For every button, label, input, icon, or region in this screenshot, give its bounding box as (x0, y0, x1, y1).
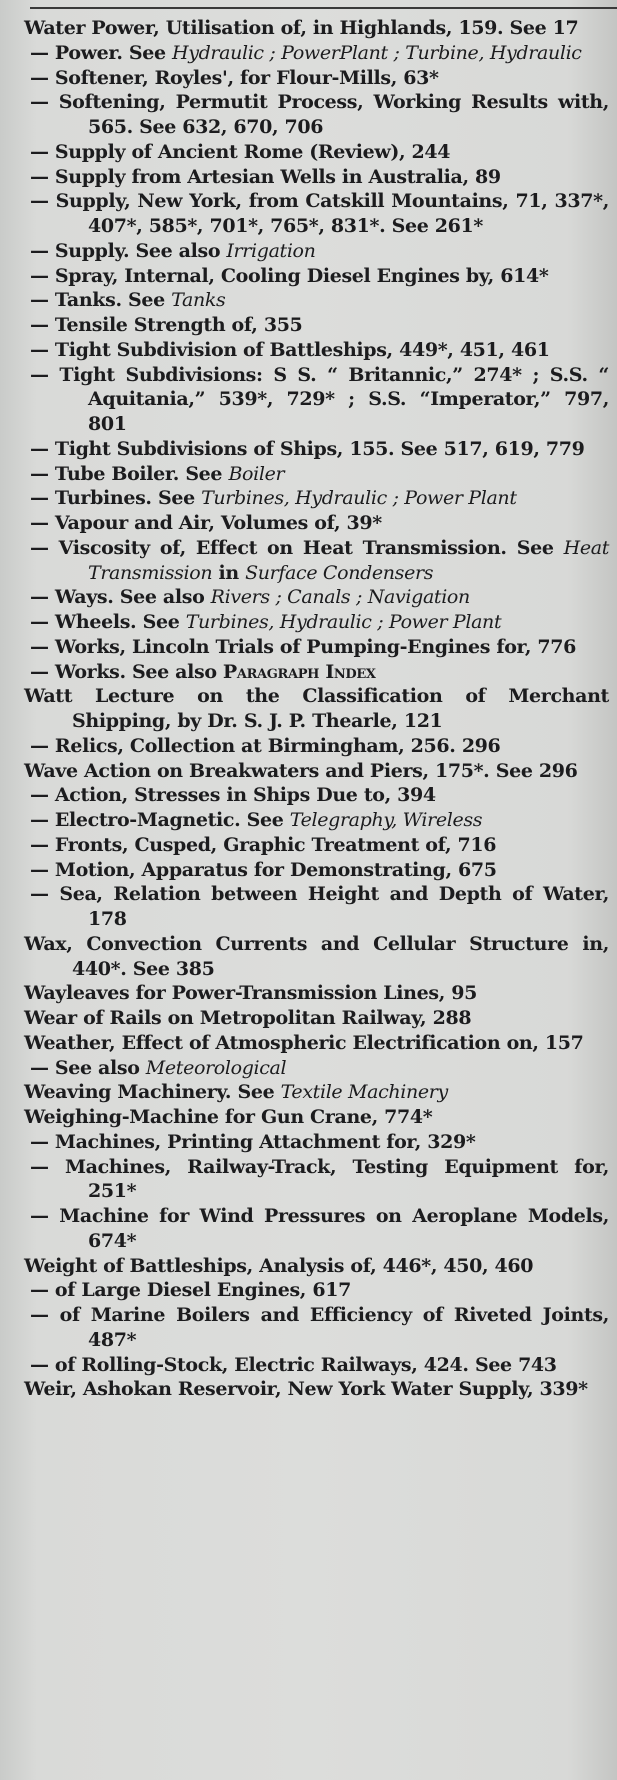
index-subentry (24, 635, 609, 660)
index-subentry (24, 288, 609, 313)
entry-reference-italic: Textile Machinery (280, 1081, 448, 1104)
entry-text: — of Rolling-Stock, Electric Railways, 424. See 743 (30, 1353, 557, 1376)
index-subentry (24, 239, 609, 264)
index-subentry (24, 486, 609, 511)
entry-text: — Viscosity of, Effect on Heat Transmission. See (30, 536, 564, 559)
entry-text: Water Power, Utilisation of, in Highlands, 159. See 17 (24, 17, 579, 39)
index-subentry (24, 462, 609, 487)
index-subentry (24, 264, 609, 289)
entry-text: Weaving Machinery. See (24, 1081, 281, 1104)
entry-text: Weighing-Machine for Gun Crane, 774* (24, 1106, 433, 1128)
entry-text: — of Large Diesel Engines, 617 (30, 1279, 351, 1302)
entry-text: — Vapour and Air, Volumes of, 39* (30, 512, 382, 534)
top-rule (30, 7, 617, 9)
entry-text: — Tanks. See (30, 289, 172, 312)
index-subentry (24, 783, 609, 808)
index-subentry (24, 140, 609, 165)
entry-text: — Tight Subdivisions: S S. “ Britannic,” 274* ; S.S. “ Aquitania,” 539*, 729* ; S.S. “Imperator,” 797, 801 (30, 363, 609, 435)
entry-text: — Works. See also (30, 660, 223, 683)
entry-text: Wax, Convection Currents and Cellular Structure in, 440*. See 385 (24, 932, 609, 980)
index-subentry (24, 858, 609, 883)
index-entry (24, 759, 609, 784)
index-subentry (24, 734, 609, 759)
entry-reference-italic: Boiler (228, 462, 285, 485)
entry-reference-italic: Surface Condensers (245, 561, 434, 584)
index-entry (24, 16, 609, 41)
entry-reference-italic: Tanks (171, 289, 226, 312)
index-subentry (24, 1278, 609, 1303)
entry-reference-italic: Telegraphy, Wireless (289, 809, 483, 831)
index-subentry (24, 338, 609, 363)
entry-text: — Machine for Wind Pressures on Aeroplane Models, 674* (30, 1205, 609, 1252)
entry-text: — Tight Subdivision of Battleships, 449*, 451, 461 (30, 338, 550, 361)
entry-reference-italic: Hydraulic ; PowerPlant ; Turbine, Hydraulic (171, 41, 582, 64)
index-subentry (24, 1303, 609, 1353)
entry-text: — Relics, Collection at Birmingham, 256. 296 (30, 734, 501, 757)
index-subentry (24, 808, 609, 833)
index-subentry (24, 610, 609, 635)
entry-text: — Supply. See also (30, 239, 227, 262)
entry-text: — Turbines. See (30, 487, 202, 510)
entry-text: Weight of Battleships, Analysis of, 446*, 450, 460 (24, 1254, 534, 1277)
index-entries (24, 16, 609, 1402)
index-subentry (24, 536, 609, 586)
entry-reference-smallcaps: Paragraph Index (222, 660, 376, 683)
entry-reference-italic: Irrigation (226, 239, 316, 262)
entry-reference-italic: Heat Transmission (88, 536, 609, 584)
index-entry (24, 1006, 609, 1031)
index-subentry (24, 1130, 609, 1155)
index-entry (24, 932, 609, 982)
entry-text: — Tensile Strength of, 355 (30, 314, 303, 336)
index-subentry (24, 1155, 609, 1205)
index-subentry (24, 313, 609, 338)
entry-text: — Softening, Permutit Process, Working Results with, 565. See 632, 670, 706 (30, 91, 609, 138)
entry-text: — Tube Boiler. See (30, 462, 229, 485)
entry-text: — Supply from Artesian Wells in Australia, 89 (30, 165, 501, 188)
entry-text: — Spray, Internal, Cooling Diesel Engines by, 614* (30, 264, 549, 287)
index-subentry (24, 1204, 609, 1254)
index-entry (24, 684, 609, 734)
index-subentry (24, 882, 609, 932)
entry-text: Wayleaves for Power-Transmission Lines, 95 (24, 982, 477, 1005)
index-entry (24, 1080, 609, 1105)
entry-reference-italic: Turbines, Hydraulic ; Power Plant (185, 611, 502, 633)
entry-text: — Ways. See also (30, 586, 211, 609)
entry-text: Weather, Effect of Atmospheric Electrification on, 157 (24, 1031, 584, 1054)
entry-text: — See also (30, 1056, 146, 1079)
entry-text: — Electro-Magnetic. See (30, 809, 290, 831)
entry-text: — Machines, Printing Attachment for, 329* (30, 1130, 476, 1153)
index-entry (24, 1377, 609, 1402)
entry-text: — Works, Lincoln Trials of Pumping-Engines for, 776 (30, 635, 576, 658)
index-subentry (24, 363, 609, 437)
index-entry (24, 1031, 609, 1056)
index-subentry (24, 41, 609, 66)
index-subentry (24, 1353, 609, 1378)
index-subentry (24, 66, 609, 91)
index-subentry (24, 511, 609, 536)
entry-text: Watt Lecture on the Classification of Merchant Shipping, by Dr. S. J. P. Thearle, 121 (24, 685, 609, 732)
entry-text: — Fronts, Cusped, Graphic Treatment of, 716 (30, 833, 497, 856)
index-subentry (24, 660, 609, 685)
entry-text: — Supply, New York, from Catskill Mountains, 71, 337*, 407*, 585*, 701*, 765*, 831*. See 261* (30, 190, 609, 237)
entry-text: — Action, Stresses in Ships Due to, 394 (30, 784, 436, 807)
entry-text: — Sea, Relation between Height and Depth of Water, 178 (30, 883, 609, 930)
entry-text: — Supply of Ancient Rome (Review), 244 (30, 140, 451, 163)
entry-text: Wear of Rails on Metropolitan Railway, 288 (24, 1007, 472, 1029)
index-subentry (24, 165, 609, 190)
entry-text: Weir, Ashokan Reservoir, New York Water Supply, 339* (24, 1378, 588, 1401)
index-subentry (24, 585, 609, 610)
entry-text: — of Marine Boilers and Efficiency of Riveted Joints, 487* (30, 1304, 609, 1351)
entry-text: — Power. See (30, 41, 172, 64)
index-entry (24, 1254, 609, 1279)
index-subentry (24, 189, 609, 239)
index-subentry (24, 437, 609, 462)
entry-reference-italic: Turbines, Hydraulic ; Power Plant (201, 487, 517, 510)
entry-text: — Tight Subdivisions of Ships, 155. See 517, 619, 779 (30, 437, 585, 460)
entry-text: — Machines, Railway-Track, Testing Equipment for, 251* (30, 1155, 609, 1203)
index-subentry (24, 90, 609, 140)
entry-text: Wave Action on Breakwaters and Piers, 175*. See 296 (24, 759, 578, 782)
entry-reference-italic: Meteorological (145, 1056, 287, 1079)
entry-text: — Softener, Royles', for Flour-Mills, 63* (30, 66, 439, 89)
index-subentry (24, 833, 609, 858)
entry-reference-italic: Rivers ; Canals ; Navigation (210, 586, 470, 609)
index-subentry (24, 1056, 609, 1081)
entry-text: — Wheels. See (30, 611, 186, 633)
index-entry (24, 981, 609, 1006)
entry-text: in (212, 561, 246, 584)
index-entry (24, 1105, 609, 1130)
entry-text: — Motion, Apparatus for Demonstrating, 675 (30, 858, 497, 881)
